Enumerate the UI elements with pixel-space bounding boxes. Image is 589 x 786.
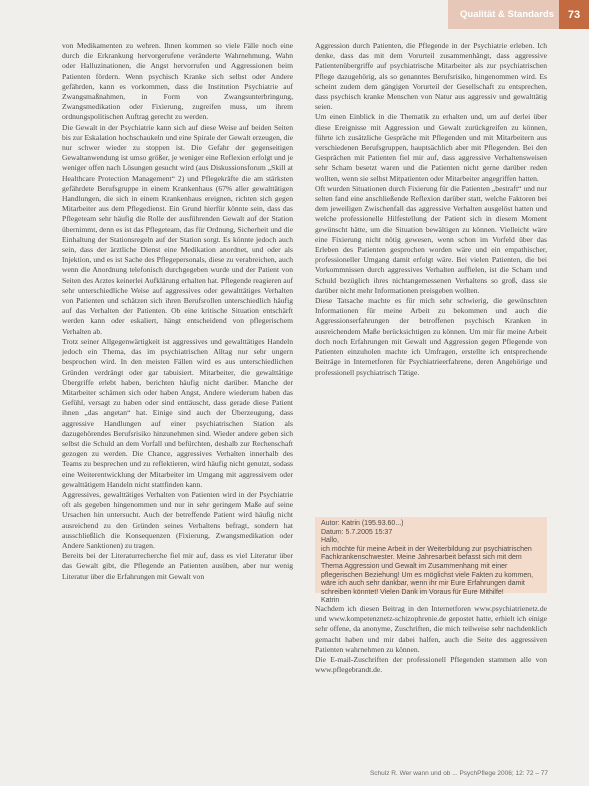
- paragraph: Oft wurden Situationen durch Fixierung für die Patienten „bestraft“ und nur selten fand eine anschließende Reflexion darüber statt, welche Faktoren bei dem jeweiligen Zwischenfall das aggressive Verhalten ausgelöst hatten und welche professionelle Hilfestellung der Patient sich in diesem Moment gewünscht hätte, um die Situation bewältigen zu können. Vielleicht wäre eine Fixierung nicht nötig gewesen, wenn schon im Vorfeld über das Erleben des Patienten gesprochen worden wäre und ein empathischer, professioneller Umgang damit erfolgt wäre. Bei vielen Patienten, die bei Vorkommnissen durch aggressives Verhalten auffielen, ist die Scham und Schuld bezüglich ihres nichtangemessenen Verhaltens so groß, dass sie darüber nicht mehr Informationen preisgeben wollten.: [315, 183, 547, 295]
- paragraph: Aggression durch Patienten, die Pflegende in der Psychiatrie erleben. Ich denke, dass das mit dem Vorurteil zusammenhängt, dass aggressive Patientenübergriffe auf psychiatrische Mitarbeiter als zur psychiatrischen Pflege dazugehörig, als so genanntes Berufsrisiko, hingenommen wird. Es scheint zudem dem gängigen Vorurteil der Gesellschaft zu entsprechen, dass psychisch kranke Menschen von Natur aus aggressiv und gewalttätig seien.: [315, 41, 547, 112]
- after-post-text: [315, 604, 547, 675]
- forum-post-author: Autor: Katrin (195.93.60...): [321, 520, 404, 527]
- paragraph: Die E-mail-Zuschriften der professionell Pflegenden stammen alle von www.pflegebrandt.de.: [315, 655, 547, 675]
- paragraph: Aggressives, gewalttätiges Verhalten von Patienten wird in der Psychiatrie oft als gegeben hingenommen und nur in sehr geringem Maße auf seine Ursachen hin untersucht. Auch der betreffende Patient wird häufig nicht ausreichend zu den Gründen seines Verhaltens befragt, sondern hat ausschließlich die Konsequenzen (Fixierung, Zwangsmedikation oder Andere Sanktionen) zu tragen.: [62, 489, 293, 550]
- paragraph: Trotz seiner Allgegenwärtigkeit ist aggressives und gewalttätiges Handeln jedoch ein Thema, das im psychiatrischen Alltag nur sehr ungern besprochen wird. In den meisten Fällen wird es aus unterschiedlichen Gründen verdrängt oder gar tabuisiert. Mitarbeiter, die gewalttätige Übergriffe erlebt haben, berichten häufig nicht darüber. Manche der Mitarbeiter schämen sich oder haben Angst, Andere wiederum haben das Gefühl, versagt zu haben oder sind enttäuscht, dass gerade diese Patient ihnen „das angetan“ hat. Einige sind auch der Überzeugung, dass aggressive Handlungen auf einer psychiatrischen Station als dazugehörendes Berufsrisiko hinzunehmen sind. Wieder andere geben sich selbst die Schuld an dem Vorfall und befürchten, deshalb zur Rechenschaft gezogen zu werden. Die Chance, aggressives Verhalten innerhalb des Teams zu besprechen und zu reflektieren, wird häufig nicht genutzt, sodass eine Weiterentwicklung der Mitarbeiter im Umgang mit aggressivem oder gewalttätigem Handeln nicht stattfinden kann.: [62, 336, 293, 489]
- right-column: [315, 41, 547, 378]
- forum-post-date: Datum: 5.7.2005 15:37: [321, 528, 393, 536]
- paragraph: Um einen Einblick in die Thematik zu erhalten und, um auf derlei über diese Ereignisse mit Aggression und Gewalt zurückgreifen zu können, führte ich zusätzliche Gespräche mit Pflegenden und mit Mitarbeitern aus verschiedenen Berufsgruppen, hauptsächlich aber mit Pflegenden. Bei den Gesprächen mit Patienten fiel mir auf, dass aggressive Verhaltensweisen sehr Scham besetzt waren und die Patienten nicht gerne darüber reden wollten, wenn sie selbst Mitpatienten oder Mitarbeiter angegriffen hatten.: [315, 112, 547, 183]
- footer-citation: Schulz R. Wer wann und ob ... PsychPflege 2006; 12: 72 – 77: [369, 770, 548, 777]
- section-title: Qualität & Standards: [460, 9, 554, 20]
- left-column: [62, 41, 293, 582]
- paragraph: Bereits bei der Literaturrecherche fiel mir auf, dass es viel Literatur über das Gewalt gibt, die Pflegende an Patienten ausüben, aber nur wenig Literatur über die Erfahrungen mit Gewalt von: [62, 551, 293, 581]
- page-number: 73: [559, 0, 589, 29]
- forum-post-signature: Katrin: [321, 597, 340, 605]
- forum-post-body: ich möchte für meine Arbeit in der Weiterbildung zur psychiatrischen Fachkrankenschwester. Meine Jahresarbeit befasst sich mit dem Thema Aggression und Gewalt im Zusammenhang mit einer pflegerischen Beziehung! Um es möglichst viele Fakten zu kommen, wäre ich auch sehr dankbar, wenn ihr mir Eure Erfahrungen damit schreiben könntet! Vielen Dank im Voraus für Eure Mithilfe!: [321, 545, 534, 596]
- forum-post-greeting: Hallo,: [321, 537, 339, 545]
- forum-post-box: [315, 517, 547, 605]
- paragraph: von Medikamenten zu wehren. Ihnen kommen so viele Fälle noch eine durch die Erkrankung hervorgerufene veränderte Wahrnehmung, Wahn oder Halluzinationen, die Angst hervorrufen und Aggressionen beim Patienten fördern. Wenn psychisch Kranke sich selbst oder Andere gefährden, kann es vorkommen, dass die Institution Psychiatrie auf Zwangsmaßnahmen, in Form von Zwangsunterbringung, Zwangsmedikation oder Fixierung, zugreifen muss, um ihrem ordnungspolitischen Auftrag gerecht zu werden.: [62, 41, 293, 122]
- paragraph: Diese Tatsache machte es für mich sehr schwierig, die gewünschten Informationen für meine Arbeit zu bekommen und auch die Aggressionserfahrungen der betroffenen psychisch Kranken in ausreichendem Maße berücksichtigen zu können. Um mir für meine Arbeit doch noch Erfahrungen mit Gewalt und Aggression gegen Pflegende von Patienten einzuholen machte ich Umfragen, erstellte ich entsprechende Beiträge in Internetforen für Psychiatrieerfahrene, deren Angehörige und professionell psychiatrisch Tätige.: [315, 296, 547, 377]
- paragraph: Nachdem ich diesen Beitrag in den Internetforen www.psychiatrienetz.de und www.kompetenznetz-schizophrenie.de gepostet hatte, erhielt ich einige sehr offene, da anonyme, Zuschriften, die mich teilweise sehr nachdenklich gemacht haben und mir dabei halfen, auch die Seite des aggressiven Patienten wahrnehmen zu können.: [315, 604, 547, 654]
- paragraph: Die Gewalt in der Psychiatrie kann sich auf diese Weise auf beiden Seiten bis zur Eskalation hochschaukeln und eine Spirale der Gewalt erzeugen, die nur schwer wieder zu stoppen ist. Die Gefahr der gegenseitigen Gewaltanwendung ist umso größer, je weniger eine Reflexion erfolgt und je weniger offen nach Lösungen gesucht wird (aus Diskussionsforum „Skill at Healthcare Protection Management“ 2) und Pflegekräfte die am stärksten gefährdete Berufsgruppe in einem Krankenhaus (67% aller gewalttätigen Handlungen, die sich in einem Krankenhaus ereignen, richten sich gegen Mitarbeiter aus dem Pflegedienst. Ein Grund hierfür könnte sein, dass das Pflegeteam sehr häufig die Rolle der ausführenden Gewalt auf der Station übernimmt, denn es ist das Pflegeteam, das für Ordnung, Sicherheit und die Einhaltung der Stationsregeln auf der Station sorgt. Es könnte jedoch auch sein, dass der ärztliche Dienst eine Medikation anordnet, und oder als Injektion, und es ist Sache des Pflegepersonals, diese zu verabreichen, auch wenn die Anordnung telefonisch durchgegeben wurde und der Patient von Seiten des Arztes keinerlei Aufklärung erhalten hat. Pflegende reagieren auf sehr unterschiedliche Weise auf aggressives oder gewalttätiges Verhalten von Patienten und schätzen sich ihren Berufsrollen unterschiedlich häufig auf das Verhalten der Patienten. Ob eine kritische Situation entschärft werden kann oder eskaliert, hängt entscheidend von pflegerischem Verhalten ab.: [62, 122, 293, 336]
